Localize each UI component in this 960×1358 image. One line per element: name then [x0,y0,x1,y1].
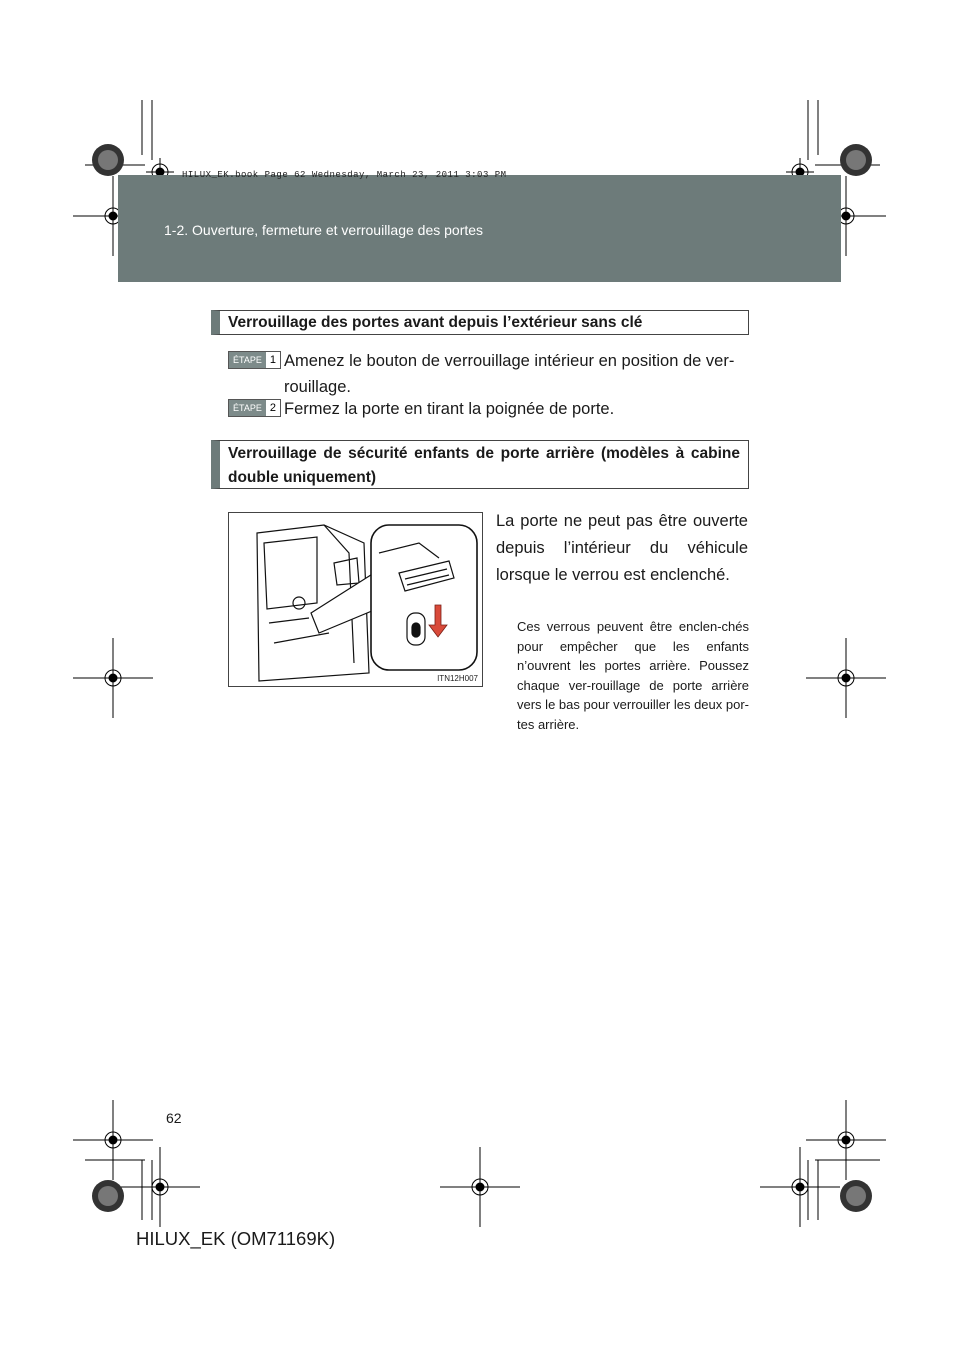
section-heading: Verrouillage de sécurité enfants de porte arrière (modèles à cabine double uniquement) [211,440,749,489]
step-badge [228,351,281,369]
step-text: Fermez la porte en tirant la poignée de porte. [284,400,615,418]
page-number: 62 [166,1110,182,1126]
chapter-section-title: 1-2. Ouverture, fermeture et verrouillage des portes [164,222,484,238]
step-text: Amenez le bouton de verrouillage intérieur en position de ver-rouillage. [284,352,735,396]
figure-code: ITN12H007 [437,674,478,683]
book-stamp: HILUX_EK.book Page 62 Wednesday, March 23, 2011 3:03 PM [182,170,507,180]
step-item [228,396,750,422]
step-badge [228,399,281,417]
step-badge-label: ÉTAPE [229,400,266,416]
step-badge-number: 1 [266,352,280,368]
step-badge-number: 2 [266,400,280,416]
step-badge-label: ÉTAPE [229,352,266,368]
body-paragraph: La porte ne peut pas être ouverte depuis l’intérieur du véhicule lorsque le verrou est enclenché. [496,512,748,584]
door-lock-illustration [228,512,483,687]
section-heading: Verrouillage des portes avant depuis l’extérieur sans clé [211,310,749,335]
door-illustration-svg [229,513,482,686]
note-paragraph: Ces verrous peuvent être enclen-chés pour empêcher que les enfants n’ouvrent les portes arrière. Poussez chaque ver-rouillage de porte arrière vers le bas pour verrouiller les deux por-tes arrière. [517,619,749,732]
step-item [228,348,750,400]
footer-document-code: HILUX_EK (OM71169K) [136,1228,336,1249]
